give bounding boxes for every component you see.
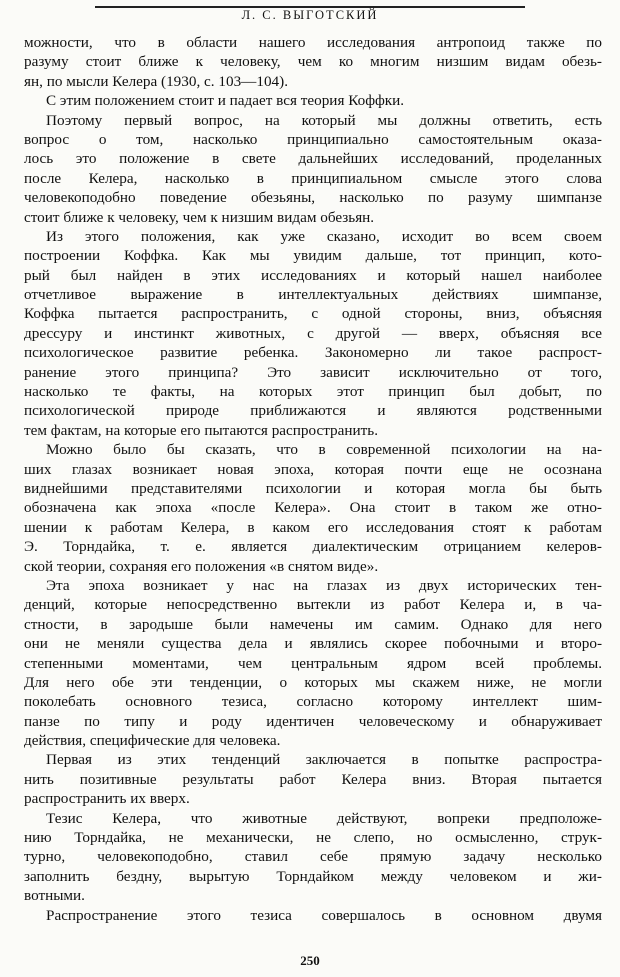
text-line: разуму стоит ближе к человеку, чем ко многим низшим видам обезь- [24,53,602,71]
text-line: вопрос о том, насколько принципиально самостоятельным оказа- [24,130,602,148]
text-line: насколько те факты, на которых этот принцип был добыт, по [24,383,602,401]
text-line: рый был найден в этих исследованиях и который нашел наиболее [24,266,602,284]
text-line: Поэтому первый вопрос, на который мы должны ответить, есть [46,111,602,129]
text-line: распространить их вверх. [24,790,190,808]
text-line: психологическое развитие ребенка. Закономерно ли такое распрост- [24,344,602,362]
text-line: панзе по типу и роду идентичен человеческому и обнаруживает [24,712,602,730]
text-line: турно, человекоподобно, ставил себе прямую задачу несколько [24,848,602,866]
page-number: 250 [300,953,320,968]
text-line: Э. Торндайка, т. е. является диалектическим отрицанием келеров- [24,538,602,556]
running-title: Л. С. ВЫГОТСКИЙ [241,8,379,22]
text-line: С этим положением стоит и падает вся теория Коффки. [46,92,405,110]
text-line: построении Коффка. Как мы увидим дальше, тот принцип, кото- [24,247,602,265]
text-line: психологической природе приближаются и являются родственными [24,402,602,420]
text-line: заполнить бездну, вырытую Торндайком между человеком и жи- [24,867,602,885]
text-line: ской теории, сохраняя его положения «в снятом виде». [24,557,379,575]
text-line: ших глазах возникает новая эпоха, которая почти еще не осознана [24,460,602,478]
text-line: они не меняли существа дела и являлись скорее побочными и второ- [24,635,602,653]
text-line: шении к работам Келера, в каком его исследования стоят к работам [24,518,602,536]
text-line: ян, по мысли Келера (1930, с. 103—104). [24,72,288,90]
text-line: человекоподобно поведение обезьяны, насколько по разуму шимпанзе [24,189,602,207]
text-line: обозначена как эпоха «после Келера». Она стоит в таком же отно- [24,499,602,517]
text-line: Можно было бы сказать, что в современной психологии на на- [46,441,602,459]
text-line: Эта эпоха возникает у нас на глазах из двух исторических тен- [46,576,602,594]
text-line: после Келера, насколько в принципиальном смысле этого слова [24,169,602,187]
text-line: виднейшими представителями психологии и которая могла бы быть [24,479,602,497]
text-line: Первая из этих тенденций заключается в попытке распростра- [46,751,602,769]
text-line: поколебать основного тезиса, согласно которому интеллект шим- [24,693,602,711]
text-line: тем фактам, на которые его пытаются распространить. [24,421,378,439]
text-line: лось это положение в свете дальнейших исследований, проделанных [24,150,602,168]
text-line: стоит ближе к человеку, чем к низшим видам обезьян. [24,208,375,226]
text-line: вотными. [24,887,85,905]
text-line: можности, что в области нашего исследования антропоид также по [24,34,602,51]
text-line: действия, специфические для человека. [24,732,281,750]
body-text [24,33,602,925]
text-line: дрессуру и инстинкт животных, с другой — вверх, объясняя все [24,324,602,342]
text-line: Из этого положения, как уже сказано, исходит во всем своем [46,227,602,245]
text-line: Коффка пытается распространить, с одной стороны, вниз, объясняя [24,305,602,323]
text-line: Тезис Келера, что животные действуют, вопреки предположе- [46,809,602,827]
text-line: нить позитивные результаты работ Келера вниз. Вторая пытается [24,770,602,788]
text-line: степенными моментами, чем центральным ядром всей проблемы. [24,654,602,672]
text-line: отчетливое выражение в интеллектуальных действиях шимпанзе, [24,286,602,304]
text-line: денций, которые непосредственно вытекли из работ Келера и, в ча- [24,596,602,614]
text-line: ранение этого принципа? Это зависит исключительно от того, [24,363,602,381]
text-line: стности, в зародыше были намечены им самим. Однако для него [24,615,602,633]
text-line: нию Торндайка, не механически, не слепо, но осмысленно, струк- [24,829,602,847]
text-line: Распространение этого тезиса совершалось в основном двумя [46,906,602,924]
text-line: Для него обе эти тенденции, о которых мы скажем ниже, не могли [24,673,602,691]
